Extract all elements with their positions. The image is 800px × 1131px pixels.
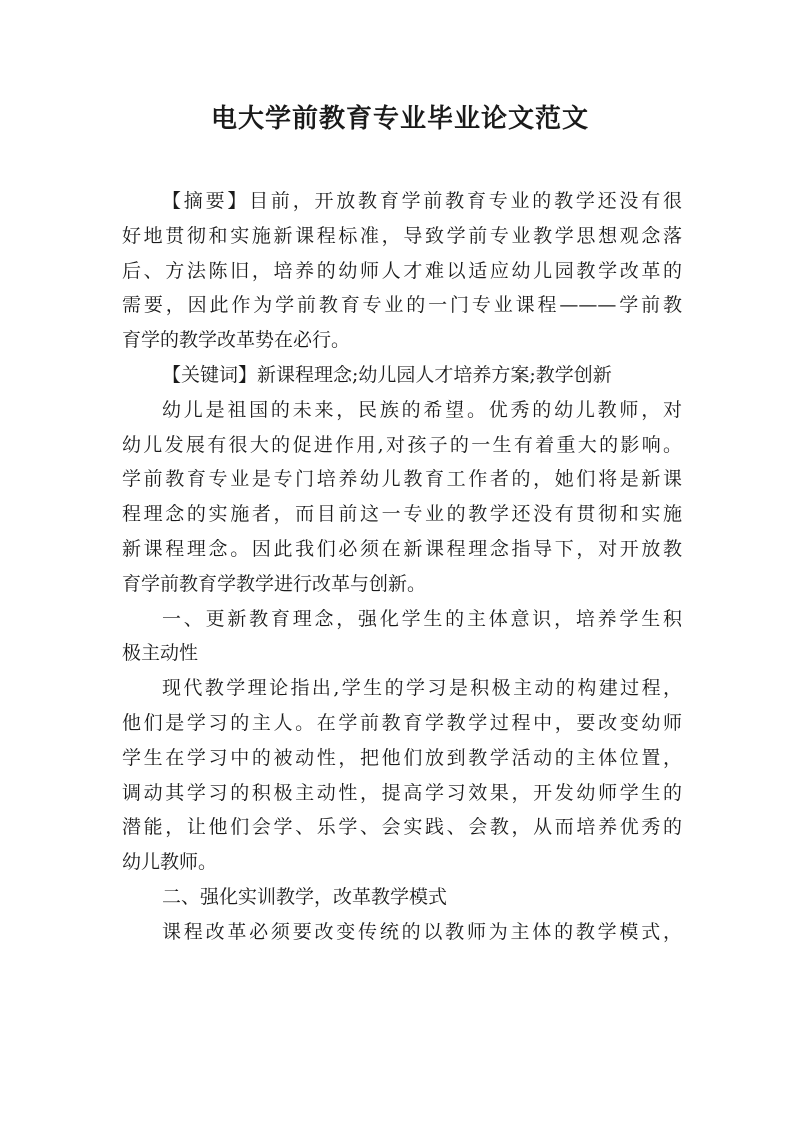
text-line: 潜能，让他们会学、乐学、会实践、会教，从而培养优秀的 <box>122 816 682 839</box>
text-line: 现代教学理论指出,学生的学习是积极主动的构建过程， <box>162 677 682 700</box>
text-line: 后、方法陈旧，培养的幼师人才难以适应幼儿园教学改革的 <box>122 259 682 282</box>
text-line: 【摘要】目前，开放教育学前教育专业的教学还没有很 <box>162 190 682 212</box>
body-paragraph <box>122 671 682 880</box>
text-line: 二、强化实训教学，改革教学模式 <box>162 885 448 908</box>
text-line: 调动其学习的积极主动性，提高学习效果，开发幼师学生的 <box>122 781 682 804</box>
text-line: 幼儿教师。 <box>122 851 218 874</box>
text-line: 育学前教育学教学进行改革与创新。 <box>122 572 427 595</box>
section-heading <box>122 880 682 915</box>
document-title: 电大学前教育专业毕业论文范文 <box>210 104 589 134</box>
body-paragraph <box>122 915 682 950</box>
text-line: 极主动性 <box>122 642 199 665</box>
text-line: 学前教育专业是专门培养幼儿教育工作者的，她们将是新课 <box>122 468 682 491</box>
text-line: 幼儿是祖国的未来，民族的希望。优秀的幼儿教师，对 <box>162 398 682 421</box>
abstract-paragraph <box>122 184 682 358</box>
text-line: 育学的教学改革势在必行。 <box>122 329 351 352</box>
text-line: 需要，因此作为学前教育专业的一门专业课程———学前教 <box>122 294 682 317</box>
text-line: 程理念的实施者，而目前这一专业的教学还没有贯彻和实施 <box>122 503 682 526</box>
section-heading <box>122 602 682 672</box>
intro-paragraph <box>122 393 682 602</box>
text-line: 幼儿发展有很大的促进作用,对孩子的一生有着重大的影响。 <box>122 433 682 456</box>
text-line: 新课程理念。因此我们必须在新课程理念指导下，对开放教 <box>122 537 682 560</box>
keywords-paragraph <box>122 358 682 393</box>
text-line: 一、更新教育理念，强化学生的主体意识，培养学生积 <box>162 607 682 630</box>
document-body <box>122 184 682 950</box>
text-line: 好地贯彻和实施新课程标准，导致学前专业教学思想观念落 <box>122 224 682 247</box>
text-line: 【关键词】新课程理念;幼儿园人才培养方案;教学创新 <box>162 363 612 386</box>
text-line: 学生在学习中的被动性，把他们放到教学活动的主体位置， <box>122 746 682 769</box>
text-line: 课程改革必须要改变传统的以教师为主体的教学模式， <box>162 920 682 943</box>
text-line: 他们是学习的主人。在学前教育学教学过程中，要改变幼师 <box>122 711 682 734</box>
